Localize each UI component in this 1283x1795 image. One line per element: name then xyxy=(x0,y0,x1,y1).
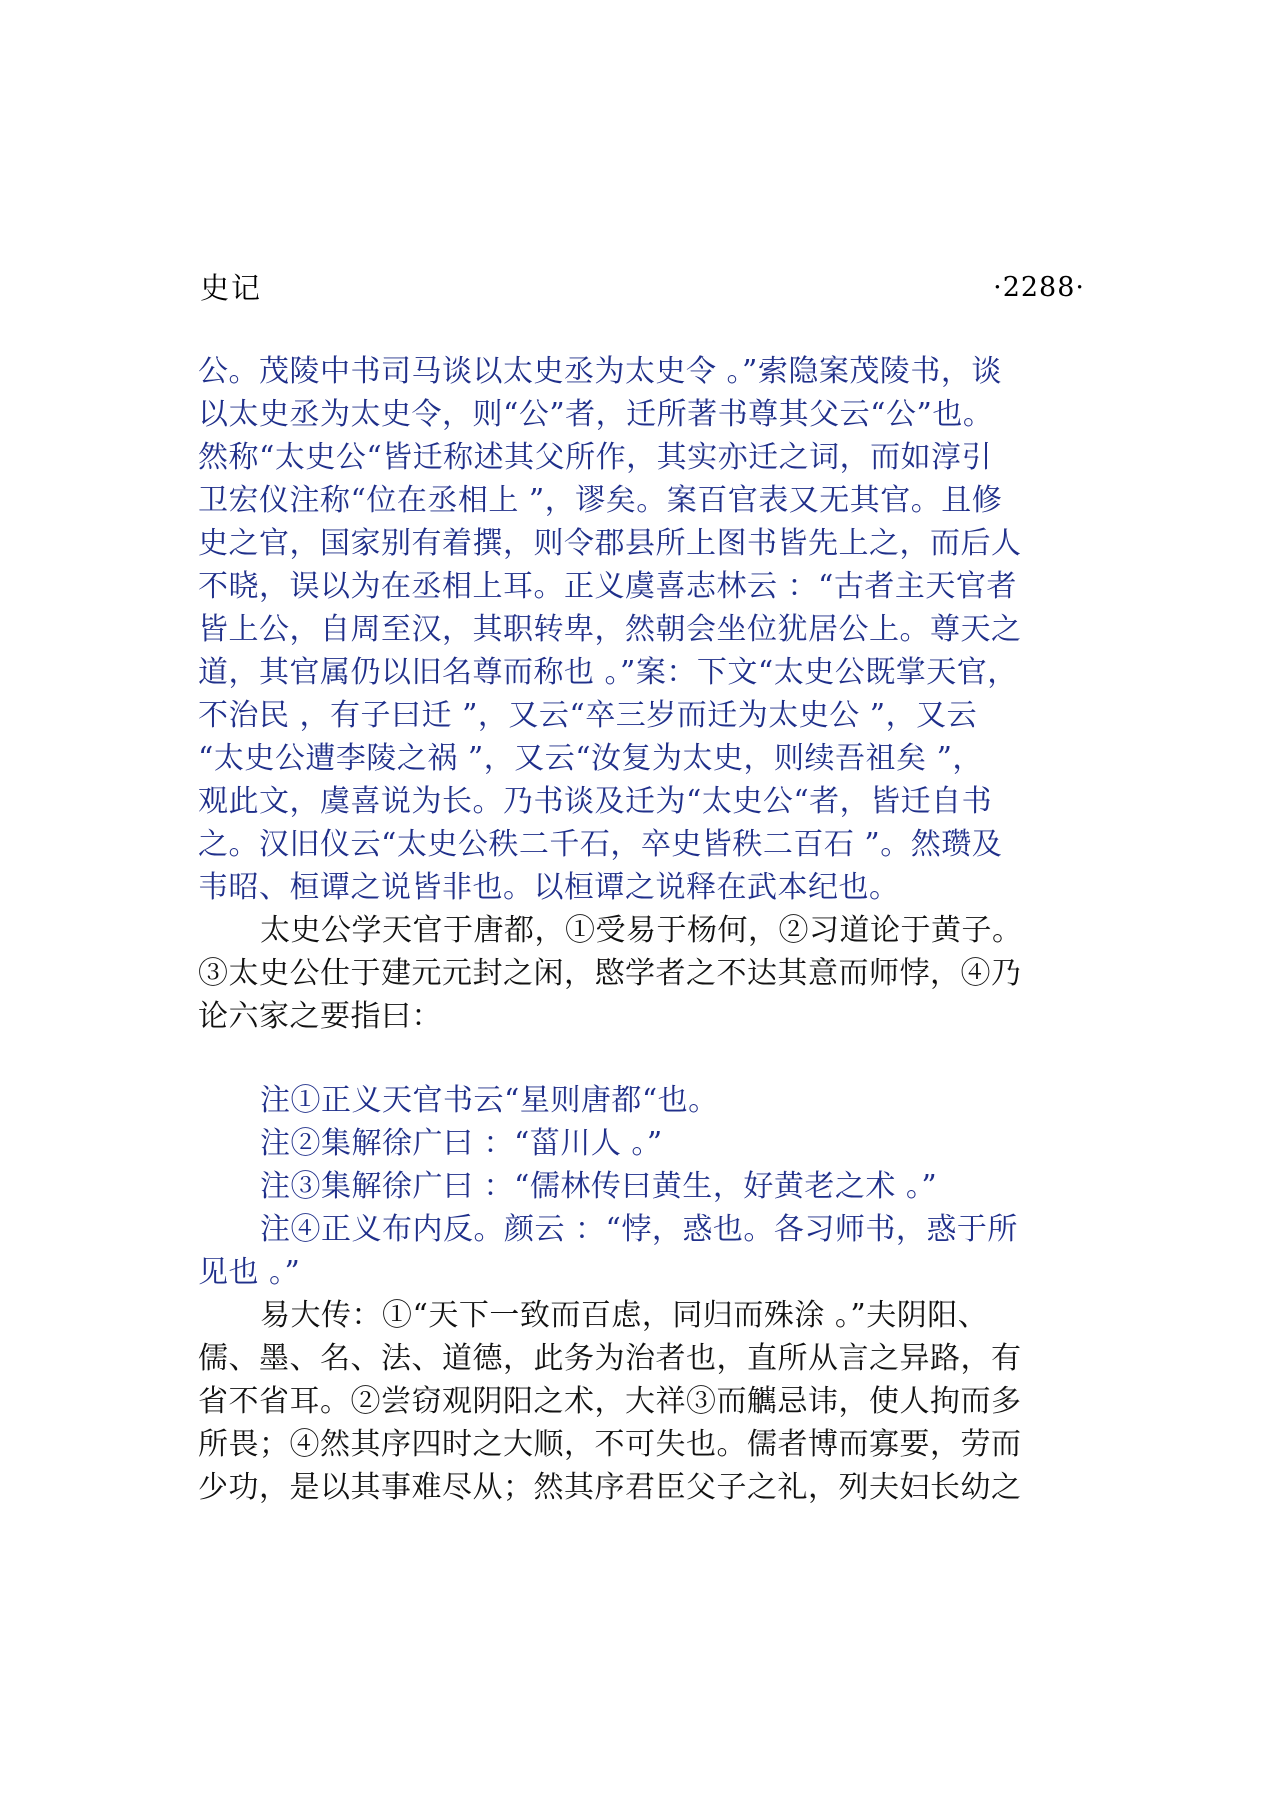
commentary-block xyxy=(198,350,1098,909)
note-line: 注③集解徐广曰 ：“儒林传曰黄生，好黄老之术 。” xyxy=(260,1169,938,1204)
commentary-line: 观此文，虞喜说为长。乃书谈及迁为“太史公“者，皆迁自书 xyxy=(198,784,993,819)
commentary-line: 卫宏仪注称“位在丞相上 ”，谬矣。案百官表又无其官。且修 xyxy=(198,483,1003,518)
page-header xyxy=(200,268,1085,308)
commentary-line: 不治民 ，有子曰迁 ”，又云“卒三岁而迁为太史公 ”，又云 xyxy=(198,698,978,733)
main-text-line: 儒、墨、名、法、道德，此务为治者也，直所从言之异路，有 xyxy=(198,1341,1022,1376)
main-paragraph-1 xyxy=(198,909,1098,1038)
commentary-line: 以太史丞为太史令，则“公”者，迁所著书尊其父云“公”也。 xyxy=(198,397,994,432)
note-line: 注②集解徐广曰 ：“菑川人 。” xyxy=(260,1126,663,1161)
note-line: 注④正义布内反。颜云 ：“悖，惑也。各习师书，惑于所 xyxy=(260,1212,1018,1247)
commentary-line: 皆上公，自周至汉，其职转卑，然朝会坐位犹居公上。尊天之 xyxy=(198,612,1022,647)
note-line: 见也 。” xyxy=(198,1255,301,1290)
main-text-line: 太史公学天官于唐都，①受易于杨何，②习道论于黄子。 xyxy=(260,913,1023,948)
main-paragraph-2 xyxy=(198,1294,1098,1509)
main-text-line: 少功，是以其事难尽从；然其序君臣父子之礼，列夫妇长幼之 xyxy=(198,1470,1022,1505)
main-text-line: 所畏；④然其序四时之大顺，不可失也。儒者博而寡要，劳而 xyxy=(198,1427,1022,1462)
main-text-line: 论六家之要指曰： xyxy=(198,999,442,1034)
book-title: 史记 xyxy=(200,271,263,305)
commentary-line: 史之官，国家别有着撰，则令郡县所上图书皆先上之，而后人 xyxy=(198,526,1022,561)
commentary-line: 然称“太史公“皆迁称述其父所作，其实亦迁之词，而如淳引 xyxy=(198,440,993,475)
main-text-line: 易大传：①“天下一致而百虑，同归而殊涂 。”夫阴阳、 xyxy=(260,1298,989,1333)
notes-block xyxy=(198,1079,1098,1294)
main-text-line: 省不省耳。②尝窃观阴阳之术，大祥③而觽忌讳，使人拘而多 xyxy=(198,1384,1022,1419)
commentary-line: 不晓，误以为在丞相上耳。正义虞喜志林云 ：“古者主天官者 xyxy=(198,569,1017,604)
page-number: ·2288· xyxy=(993,272,1085,303)
paragraph-gap xyxy=(198,1038,1098,1079)
main-text-line: ③太史公仕于建元元封之闲，愍学者之不达其意而师悖，④乃 xyxy=(198,956,1022,991)
commentary-line: “太史公遭李陵之祸 ”，又云“汝复为太史，则续吾祖矣 ”， xyxy=(198,741,983,776)
page-body xyxy=(198,350,1098,1509)
commentary-line: 道，其官属仍以旧名尊而称也 。”案：下文“太史公既掌天官， xyxy=(198,655,1018,690)
commentary-line: 韦昭、桓谭之说皆非也。以桓谭之说释在武本纪也。 xyxy=(198,870,900,905)
note-line: 注①正义天官书云“星则唐都“也。 xyxy=(260,1083,719,1118)
commentary-line: 之。汉旧仪云“太史公秩二千石，卒史皆秩二百石 ”。然瓒及 xyxy=(198,827,1003,862)
commentary-line: 公。茂陵中书司马谈以太史丞为太史令 。”索隐案茂陵书，谈 xyxy=(198,354,1002,389)
